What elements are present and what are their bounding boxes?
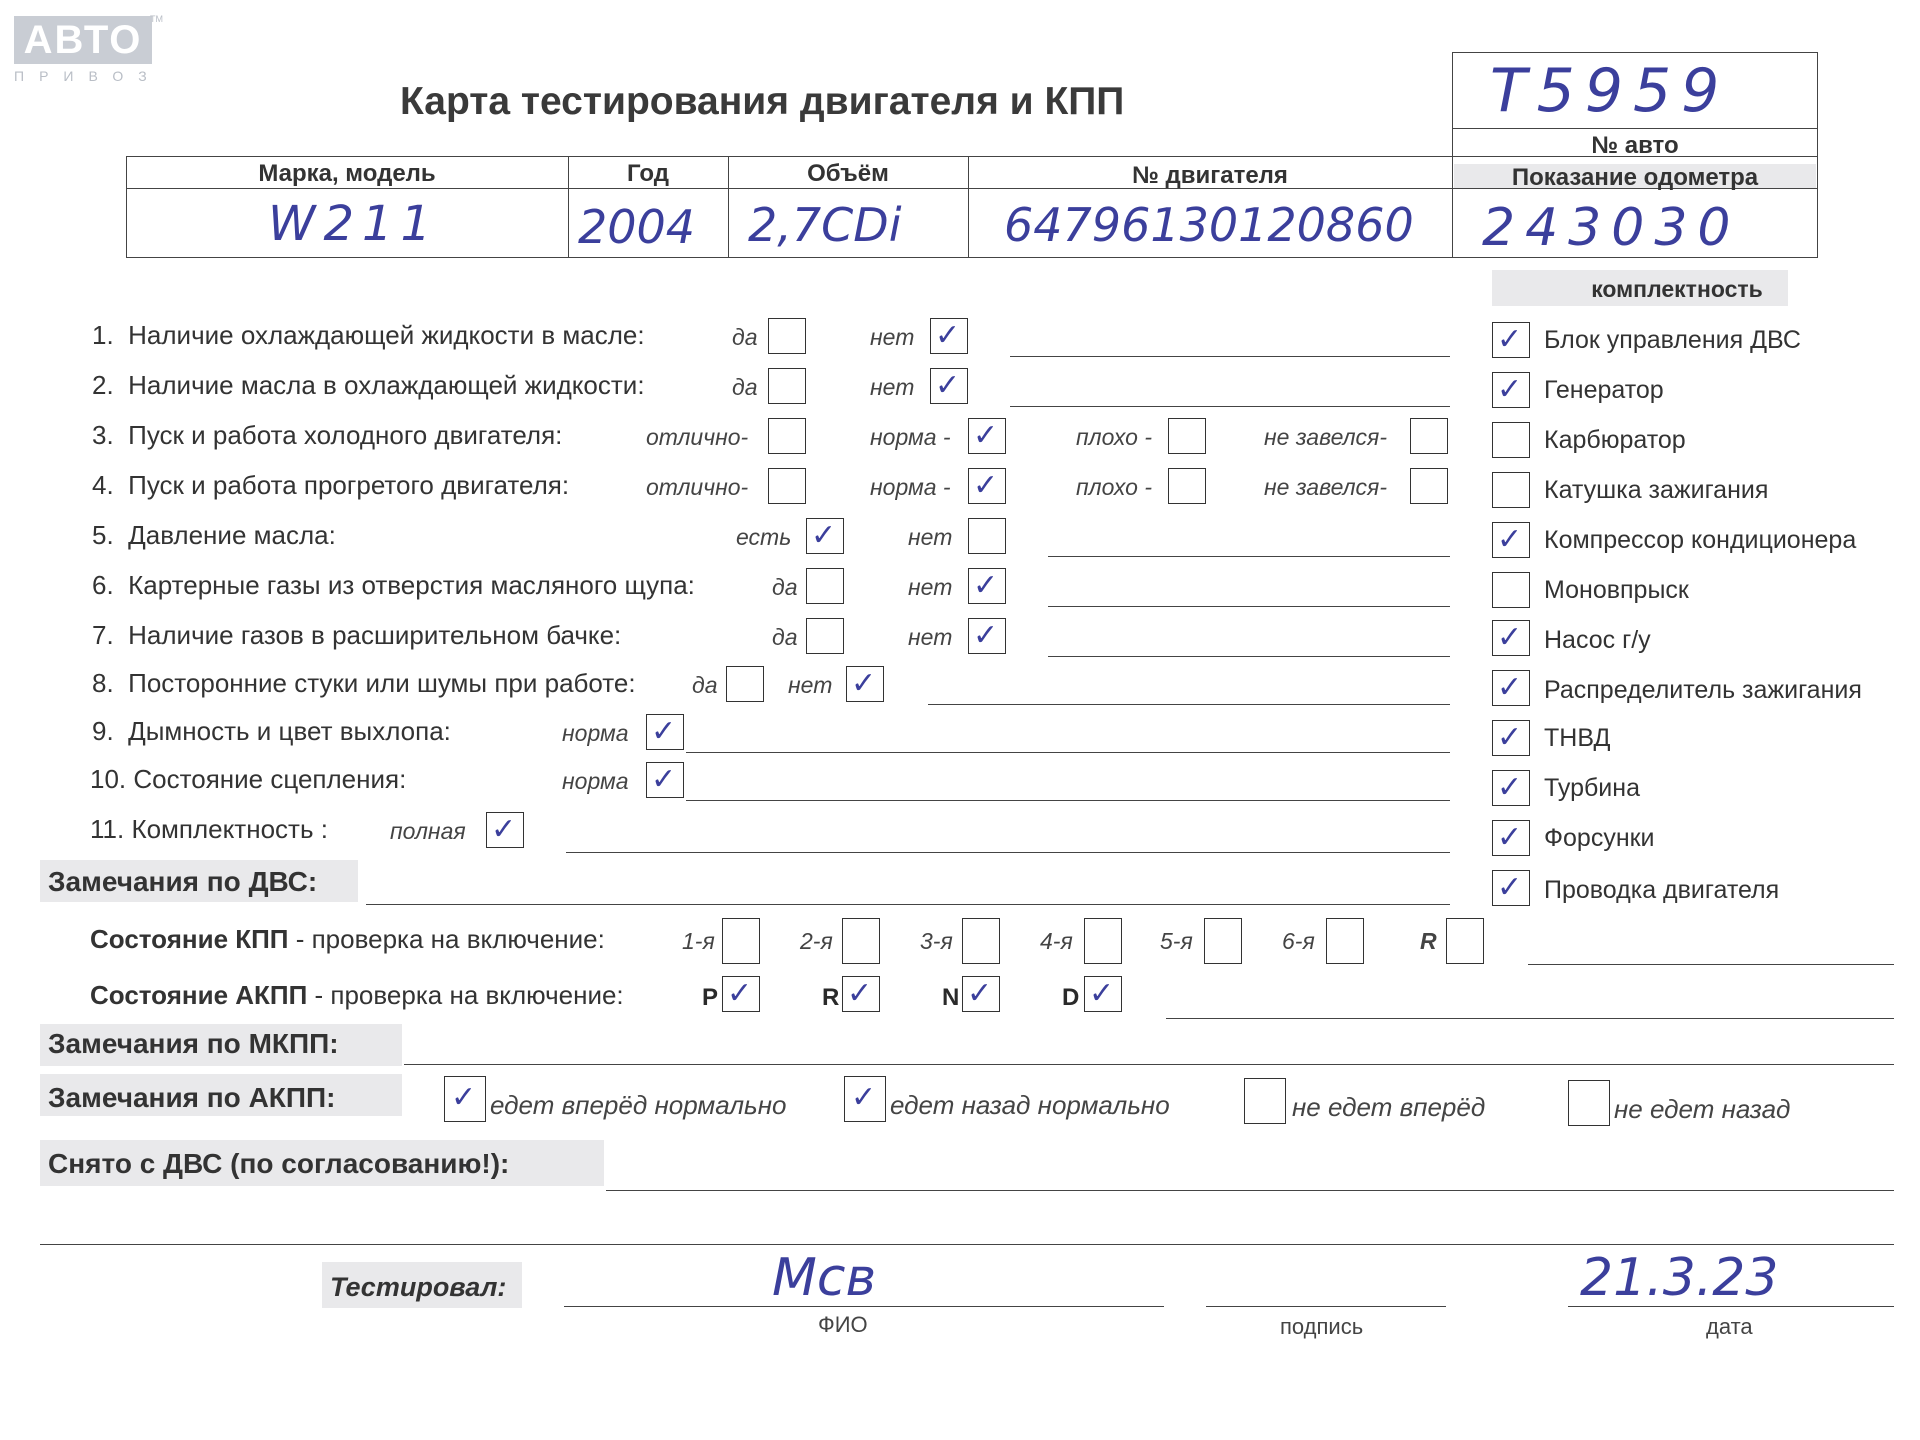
logo-subtitle: ПРИВОЗ <box>14 68 162 84</box>
answer-line <box>1048 556 1450 557</box>
engine-value: 64796130120860 <box>1004 198 1414 252</box>
checkbox-q7-da[interactable] <box>806 618 844 654</box>
checkbox-q8-da[interactable] <box>726 666 764 702</box>
question-10: 10. Состояние сцепления: <box>90 764 407 794</box>
checkmark-icon: ✓ <box>973 418 999 453</box>
gear-label: 4-я <box>1040 928 1073 954</box>
option-label-norma: норма - <box>870 424 951 450</box>
checkbox-gear-1[interactable] <box>722 918 760 964</box>
fio-line <box>564 1306 1164 1307</box>
option-label-norma: норма <box>562 720 629 746</box>
completeness-item-8: Распределитель зажигания <box>1544 676 1862 704</box>
akpp-line <box>1166 1018 1894 1019</box>
akpp-option-label: не едет вперёд <box>1292 1092 1486 1122</box>
checkmark-icon: ✓ <box>491 812 517 847</box>
checkbox-completeness-5[interactable] <box>1492 522 1530 558</box>
akpp-option-label: едет назад нормально <box>890 1090 1170 1120</box>
question-8: 8. Посторонние стуки или шумы при работе: <box>92 668 636 698</box>
question-6: 6. Картерные газы из отверстия масляного щупа: <box>92 570 695 600</box>
question-2: 2. Наличие масла в охлаждающей жидкости: <box>92 370 645 400</box>
option-label-da: да <box>772 624 798 650</box>
option-label-net: нет <box>870 374 915 400</box>
checkbox-q5-est[interactable] <box>806 518 844 554</box>
checkbox-akpp-backward-ok[interactable] <box>844 1076 886 1122</box>
akpp-label: Состояние АКПП - проверка на включение: <box>90 980 624 1010</box>
checkbox-q11-polnaya[interactable] <box>486 812 524 848</box>
checkbox-q1-net[interactable] <box>930 318 968 354</box>
option-label-est: есть <box>736 524 792 550</box>
checkmark-icon: ✓ <box>1497 620 1523 655</box>
checkbox-q9-norma[interactable] <box>646 714 684 750</box>
checkbox-completeness-10[interactable] <box>1492 770 1530 806</box>
checkbox-q4-ne-zavelsya[interactable] <box>1410 468 1448 504</box>
checkmark-icon: ✓ <box>1497 522 1523 557</box>
completeness-item-3: Карбюратор <box>1544 426 1686 454</box>
date-line <box>1568 1306 1894 1307</box>
checkbox-completeness-8[interactable] <box>1492 670 1530 706</box>
logo-trademark: TM <box>150 14 163 24</box>
answer-line <box>686 752 1450 753</box>
option-label-norma: норма <box>562 768 629 794</box>
answer-line <box>1010 356 1450 357</box>
checkbox-completeness-4[interactable] <box>1492 472 1530 508</box>
option-label-ploho: плохо - <box>1076 474 1152 500</box>
checkbox-q7-net[interactable] <box>968 618 1006 654</box>
option-label-net: нет <box>908 574 953 600</box>
checkmark-icon: ✓ <box>1089 976 1115 1011</box>
option-label-da: да <box>692 672 718 698</box>
gear-label: N <box>942 984 960 1011</box>
option-label-da: да <box>772 574 798 600</box>
question-1: 1. Наличие охлаждающей жидкости в масле: <box>92 320 645 350</box>
year-label: Год <box>627 160 669 187</box>
checkmark-icon: ✓ <box>847 976 873 1011</box>
year-value: 2004 <box>578 200 696 254</box>
completeness-item-6: Моновпрыск <box>1544 576 1689 604</box>
checkbox-completeness-3[interactable] <box>1492 422 1530 458</box>
completeness-item-12: Проводка двигателя <box>1544 876 1780 904</box>
answer-line <box>928 704 1450 705</box>
option-label-net: нет <box>788 672 833 698</box>
question-4: 4. Пуск и работа прогретого двигателя: <box>92 470 570 500</box>
checkmark-icon: ✓ <box>1497 820 1523 855</box>
option-label-ne-zavelsya: не завелся- <box>1264 474 1388 500</box>
checkbox-completeness-2[interactable] <box>1492 372 1530 408</box>
completeness-item-7: Насос г/у <box>1544 626 1651 654</box>
engine-label: № двигателя <box>1132 162 1288 189</box>
option-label-norma: норма - <box>870 474 951 500</box>
question-3: 3. Пуск и работа холодного двигателя: <box>92 420 563 450</box>
question-9: 9. Дымность и цвет выхлопа: <box>92 716 451 746</box>
option-label-polnaya: полная <box>390 818 466 844</box>
page-title: Карта тестирования двигателя и КПП <box>400 80 1125 123</box>
fio-label: ФИО <box>818 1312 868 1337</box>
question-7: 7. Наличие газов в расширительном бачке: <box>92 620 622 650</box>
remarks-mkpp-line <box>404 1064 1894 1065</box>
checkmark-icon: ✓ <box>1497 870 1523 905</box>
checkmark-icon: ✓ <box>1497 372 1523 407</box>
checkmark-icon: ✓ <box>1497 670 1523 705</box>
date-label: дата <box>1706 1314 1753 1339</box>
logo: АВТО <box>14 16 152 64</box>
option-label-da: да <box>732 324 758 350</box>
checkbox-gear-2[interactable] <box>842 918 880 964</box>
checkbox-akpp-d[interactable] <box>1084 976 1122 1012</box>
signature-label: подпись <box>1280 1314 1364 1339</box>
option-label-ne-zavelsya: не завелся- <box>1264 424 1388 450</box>
gear-label: R <box>822 984 840 1011</box>
option-label-da: да <box>732 374 758 400</box>
checkmark-icon: ✓ <box>851 666 877 701</box>
option-label-net: нет <box>870 324 915 350</box>
removed-label: Снято с ДВС (по согласованию!): <box>48 1148 510 1179</box>
gear-label: P <box>702 984 719 1011</box>
akpp-option-label: не едет назад <box>1614 1094 1791 1124</box>
completeness-item-11: Форсунки <box>1544 824 1655 852</box>
answer-line <box>1010 406 1450 407</box>
checkbox-q5-net[interactable] <box>968 518 1006 554</box>
checkbox-completeness-6[interactable] <box>1492 572 1530 608</box>
gear-label: 5-я <box>1160 928 1193 954</box>
checkbox-completeness-12[interactable] <box>1492 870 1530 906</box>
tester-name: Мсв <box>772 1248 877 1308</box>
question-5: 5. Давление масла: <box>92 520 336 550</box>
checkbox-q3-ne-zavelsya[interactable] <box>1410 418 1448 454</box>
gear-label: 1-я <box>682 928 715 954</box>
checkmark-icon: ✓ <box>1497 720 1523 755</box>
checkbox-akpp-n[interactable] <box>962 976 1000 1012</box>
checkmark-icon: ✓ <box>973 468 999 503</box>
checkbox-akpp-no-backward[interactable] <box>1568 1080 1610 1126</box>
volume-label: Объём <box>807 160 889 187</box>
answer-line <box>566 852 1450 853</box>
checkmark-icon: ✓ <box>1497 770 1523 805</box>
checkbox-q3-ploho[interactable] <box>1168 418 1206 454</box>
checkbox-gear-r[interactable] <box>1446 918 1484 964</box>
completeness-item-10: Турбина <box>1544 774 1640 802</box>
gear-label: D <box>1062 984 1080 1011</box>
option-label-otlichno: отлично- <box>646 424 749 450</box>
gear-label: 2-я <box>800 928 833 954</box>
checkbox-q1-da[interactable] <box>768 318 806 354</box>
model-value: W211 <box>268 196 440 252</box>
signature-line <box>1206 1306 1446 1307</box>
checkmark-icon: ✓ <box>651 762 677 797</box>
checkbox-completeness-7[interactable] <box>1492 620 1530 656</box>
auto-number-divider <box>1452 128 1818 129</box>
answer-line <box>1048 606 1450 607</box>
model-label: Марка, модель <box>258 160 436 187</box>
checkbox-gear-5[interactable] <box>1204 918 1242 964</box>
completeness-item-1: Блок управления ДВС <box>1544 326 1801 354</box>
completeness-item-2: Генератор <box>1544 376 1664 404</box>
completeness-item-5: Компрессор кондиционера <box>1544 526 1857 554</box>
checkbox-q10-norma[interactable] <box>646 762 684 798</box>
volume-value: 2,7CDi <box>748 198 902 252</box>
option-label-net: нет <box>908 524 953 550</box>
checkbox-q6-net[interactable] <box>968 568 1006 604</box>
checkmark-icon: ✓ <box>727 976 753 1011</box>
checkbox-akpp-r[interactable] <box>842 976 880 1012</box>
completeness-title: комплектность <box>1591 276 1763 302</box>
checkmark-icon: ✓ <box>935 368 961 403</box>
checkbox-q4-norma[interactable] <box>968 468 1006 504</box>
remarks-dvs-line <box>366 904 1450 905</box>
checkbox-q2-da[interactable] <box>768 368 806 404</box>
option-label-net: нет <box>908 624 953 650</box>
checkbox-completeness-1[interactable] <box>1492 322 1530 358</box>
checkbox-completeness-11[interactable] <box>1492 820 1530 856</box>
checkbox-gear-6[interactable] <box>1326 918 1364 964</box>
checkmark-icon: ✓ <box>967 976 993 1011</box>
removed-line <box>606 1190 1894 1191</box>
auto-number-value: Т5959 <box>1490 56 1730 126</box>
checkbox-q4-ploho[interactable] <box>1168 468 1206 504</box>
remarks-akpp-label: Замечания по АКПП: <box>48 1082 336 1113</box>
checkbox-akpp-p[interactable] <box>722 976 760 1012</box>
checkbox-gear-4[interactable] <box>1084 918 1122 964</box>
gear-label: R <box>1420 928 1437 954</box>
option-label-otlichno: отлично- <box>646 474 749 500</box>
checkmark-icon: ✓ <box>651 714 677 749</box>
checkbox-q4-otlichno[interactable] <box>768 468 806 504</box>
checkmark-icon: ✓ <box>1497 322 1523 357</box>
checkmark-icon: ✓ <box>973 618 999 653</box>
checkbox-q8-net[interactable] <box>846 666 884 702</box>
remarks-dvs-label: Замечания по ДВС: <box>48 866 318 897</box>
checkmark-icon: ✓ <box>935 318 961 353</box>
checkmark-icon: ✓ <box>973 568 999 603</box>
answer-line <box>1048 656 1450 657</box>
kpp-label: Состояние КПП - проверка на включение: <box>90 924 605 954</box>
auto-number-label: № авто <box>1591 132 1679 159</box>
akpp-option-label: едет вперёд нормально <box>490 1090 787 1120</box>
question-11: 11. Комплектность : <box>90 814 328 844</box>
checkbox-akpp-forward-ok[interactable] <box>444 1076 486 1122</box>
answer-line <box>686 800 1450 801</box>
kpp-line <box>1528 964 1894 965</box>
test-date: 21.3.23 <box>1580 1248 1779 1308</box>
completeness-item-4: Катушка зажигания <box>1544 476 1769 504</box>
checkbox-q2-net[interactable] <box>930 368 968 404</box>
checkmark-icon: ✓ <box>451 1080 477 1115</box>
checkbox-completeness-9[interactable] <box>1492 720 1530 756</box>
checkmark-icon: ✓ <box>811 518 837 553</box>
separator-line <box>40 1244 1894 1245</box>
remarks-mkpp-label: Замечания по МКПП: <box>48 1028 339 1059</box>
gear-label: 6-я <box>1282 928 1315 954</box>
completeness-item-9: ТНВД <box>1544 724 1611 752</box>
checkbox-akpp-no-forward[interactable] <box>1244 1078 1286 1124</box>
checkmark-icon: ✓ <box>851 1080 877 1115</box>
checkbox-gear-3[interactable] <box>962 918 1000 964</box>
gear-label: 3-я <box>920 928 953 954</box>
checkbox-q3-otlichno[interactable] <box>768 418 806 454</box>
checkbox-q3-norma[interactable] <box>968 418 1006 454</box>
option-label-ploho: плохо - <box>1076 424 1152 450</box>
tested-label: Тестировал: <box>330 1272 507 1302</box>
odometer-value: 243030 <box>1482 198 1741 258</box>
odometer-label: Показание одометра <box>1511 164 1759 191</box>
checkbox-q6-da[interactable] <box>806 568 844 604</box>
